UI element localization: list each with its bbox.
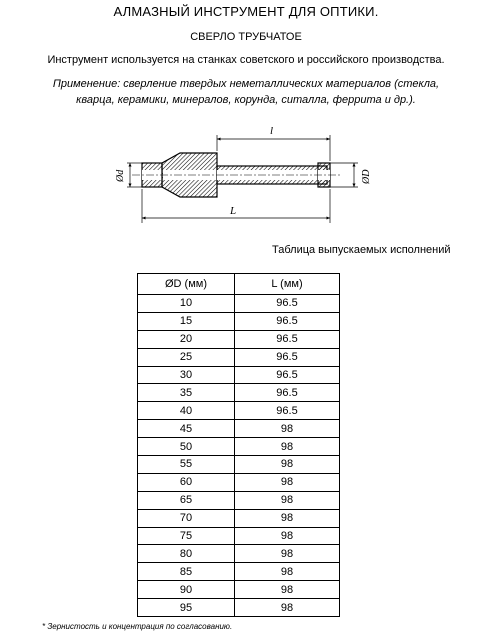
cell-length: 98 xyxy=(235,491,340,509)
cell-length: 98 xyxy=(235,438,340,456)
cell-diameter: 90 xyxy=(138,581,235,599)
cell-length: 98 xyxy=(235,563,340,581)
cell-length: 96.5 xyxy=(235,366,340,384)
spec-table xyxy=(137,273,340,617)
table-row xyxy=(138,384,340,402)
dimension-l-label: l xyxy=(270,125,274,137)
cell-diameter: 85 xyxy=(138,563,235,581)
cell-length: 96.5 xyxy=(235,330,340,348)
cell-length: 96.5 xyxy=(235,312,340,330)
cell-diameter: 70 xyxy=(138,509,235,527)
dimension-d-label: Ød xyxy=(115,169,126,182)
footnote: * Зернистость и концентрация по согласованию. xyxy=(42,622,233,631)
cell-length: 96.5 xyxy=(235,384,340,402)
cell-diameter: 80 xyxy=(138,545,235,563)
cell-length: 98 xyxy=(235,527,340,545)
cell-diameter: 50 xyxy=(138,438,235,456)
table-row xyxy=(138,491,340,509)
table-row xyxy=(138,563,340,581)
cell-diameter: 35 xyxy=(138,384,235,402)
table-header-row xyxy=(138,274,340,295)
cell-length: 98 xyxy=(235,581,340,599)
table-row xyxy=(138,581,340,599)
page-title: АЛМАЗНЫЙ ИНСТРУМЕНТ ДЛЯ ОПТИКИ. xyxy=(113,4,379,19)
cell-length: 96.5 xyxy=(235,402,340,420)
cell-length: 96.5 xyxy=(235,348,340,366)
table-row xyxy=(138,348,340,366)
cell-diameter: 25 xyxy=(138,348,235,366)
table-row xyxy=(138,545,340,563)
cell-length: 98 xyxy=(235,420,340,438)
cell-diameter: 40 xyxy=(138,402,235,420)
cell-length: 98 xyxy=(235,599,340,617)
cell-length: 98 xyxy=(235,545,340,563)
table-row xyxy=(138,473,340,491)
table-row xyxy=(138,330,340,348)
cell-diameter: 15 xyxy=(138,312,235,330)
cell-length: 98 xyxy=(235,456,340,474)
cell-diameter: 10 xyxy=(138,295,235,313)
table-row xyxy=(138,295,340,313)
page-subtitle: СВЕРЛО ТРУБЧАТОЕ xyxy=(190,31,302,43)
cell-length: 98 xyxy=(235,509,340,527)
table-row xyxy=(138,366,340,384)
table-row xyxy=(138,402,340,420)
table-row xyxy=(138,312,340,330)
description-text: Инструмент используется на станках советского и российского производства. xyxy=(47,54,445,66)
cell-diameter: 65 xyxy=(138,491,235,509)
table-row xyxy=(138,527,340,545)
application-line-2: кварца, керамики, минералов, корунда, ситалла, феррита и др.). xyxy=(76,94,416,106)
table-row xyxy=(138,509,340,527)
header-length: L (мм) xyxy=(235,274,340,295)
cell-length: 98 xyxy=(235,473,340,491)
cell-diameter: 60 xyxy=(138,473,235,491)
cell-diameter: 95 xyxy=(138,599,235,617)
cell-diameter: 20 xyxy=(138,330,235,348)
table-row xyxy=(138,420,340,438)
table-caption: Таблица выпускаемых исполнений xyxy=(272,244,451,256)
table-row xyxy=(138,438,340,456)
table-row xyxy=(138,599,340,617)
dimension-L-label: L xyxy=(230,205,237,217)
application-text xyxy=(0,76,492,108)
cell-diameter: 45 xyxy=(138,420,235,438)
dimension-D-label: ØD xyxy=(361,169,372,184)
header-diameter: ØD (мм) xyxy=(138,274,235,295)
cell-length: 96.5 xyxy=(235,295,340,313)
tubular-drill-drawing xyxy=(102,115,378,235)
dimension-l xyxy=(217,135,330,161)
cell-diameter: 30 xyxy=(138,366,235,384)
table-row xyxy=(138,456,340,474)
cell-diameter: 75 xyxy=(138,527,235,545)
application-line-1: Применение: сверление твердых неметаллических материалов (стекла, xyxy=(52,78,440,90)
cell-diameter: 55 xyxy=(138,456,235,474)
